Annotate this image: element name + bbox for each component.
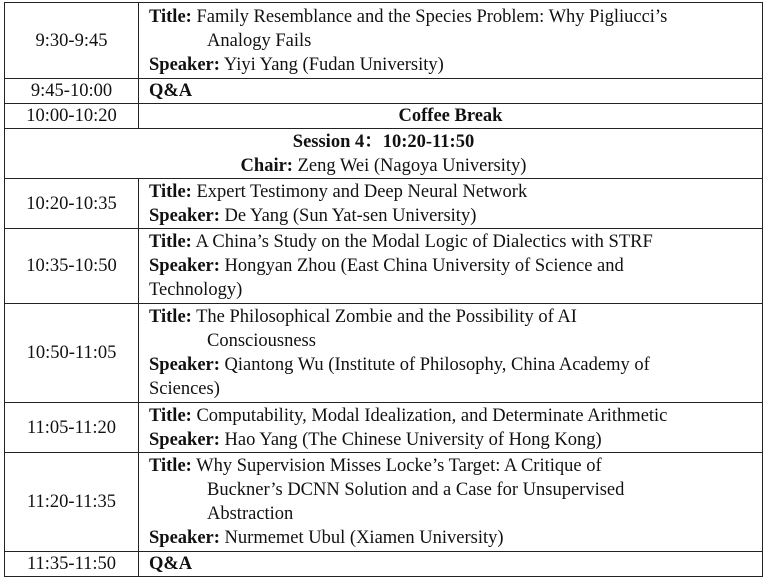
table-row (5, 453, 763, 552)
time-cell: 10:35-10:50 (5, 229, 139, 304)
speaker-label: Speaker: (149, 355, 220, 375)
speaker-label: Speaker: (149, 54, 220, 75)
talk-cell (139, 453, 763, 552)
title-label: Title: (149, 232, 192, 252)
session-header-row (5, 129, 763, 179)
speaker-name: Yiyi Yang (Fudan University) (223, 54, 444, 75)
chair-label: Chair: (240, 155, 293, 176)
title-label: Title: (149, 405, 192, 426)
table-row (5, 3, 763, 79)
speaker-name: Hao Yang (The Chinese University of Hong Kong) (224, 429, 602, 450)
title-label: Title: (149, 181, 192, 202)
talk-cell (139, 3, 763, 79)
time-cell: 11:35-11:50 (5, 552, 139, 577)
table-row (5, 179, 763, 229)
qa-label: Q&A (149, 554, 193, 574)
talk-title: The Philosophical Zombie and the Possibility of AI (196, 307, 577, 327)
title-label: Title: (149, 456, 192, 476)
schedule-table (4, 2, 763, 577)
talk-title: Family Resemblance and the Species Problem: Why Pigliucci’s (196, 6, 668, 27)
talk-title: Expert Testimony and Deep Neural Network (196, 181, 528, 202)
talk-cell (139, 304, 763, 403)
table-row (5, 403, 763, 453)
speaker-label: Speaker: (149, 205, 220, 226)
speaker-name: Hongyan Zhou (East China University of Science and (224, 256, 624, 276)
chair-name: Zeng Wei (Nagoya University) (297, 155, 527, 176)
table-row (5, 104, 763, 129)
talk-title: Why Supervision Misses Locke’s Target: A Critique of (196, 456, 602, 476)
time-cell: 11:20-11:35 (5, 453, 139, 552)
session-title: Session 4：10:20-11:50 (292, 131, 475, 152)
speaker-name: Nurmemet Ubul (Xiamen University) (224, 528, 504, 548)
qa-label: Q&A (149, 81, 193, 101)
time-cell: 11:05-11:20 (5, 403, 139, 453)
speaker-name: Qiantong Wu (Institute of Philosophy, China Academy of (224, 355, 650, 375)
table-row (5, 304, 763, 403)
talk-cell (139, 229, 763, 304)
talk-title: A China’s Study on the Modal Logic of Dialectics with STRF (195, 232, 653, 252)
table-row (5, 229, 763, 304)
speaker-name: De Yang (Sun Yat-sen University) (224, 205, 477, 226)
title-label: Title: (149, 307, 192, 327)
speaker-label: Speaker: (149, 429, 220, 450)
session-header (5, 129, 763, 179)
talk-cell (139, 179, 763, 229)
time-cell: 9:30-9:45 (5, 3, 139, 79)
talk-title-continued: Consciousness (207, 331, 316, 351)
time-cell: 10:20-10:35 (5, 179, 139, 229)
time-cell: 10:00-10:20 (5, 104, 139, 129)
time-cell: 9:45-10:00 (5, 79, 139, 104)
speaker-label: Speaker: (149, 256, 220, 276)
table-row (5, 552, 763, 577)
time-cell: 10:50-11:05 (5, 304, 139, 403)
speaker-name-continued: Technology) (149, 280, 243, 300)
talk-cell (139, 403, 763, 453)
talk-title-continued: Analogy Fails (207, 30, 312, 51)
talk-title: Computability, Modal Idealization, and Determinate Arithmetic (196, 405, 668, 426)
talk-title-continued: Abstraction (207, 504, 294, 524)
coffee-break-label: Coffee Break (398, 106, 503, 126)
title-label: Title: (149, 6, 192, 27)
speaker-label: Speaker: (149, 528, 220, 548)
talk-title-continued: Buckner’s DCNN Solution and a Case for Unsupervised (207, 480, 625, 500)
speaker-name-continued: Sciences) (149, 379, 220, 399)
table-row (5, 79, 763, 104)
